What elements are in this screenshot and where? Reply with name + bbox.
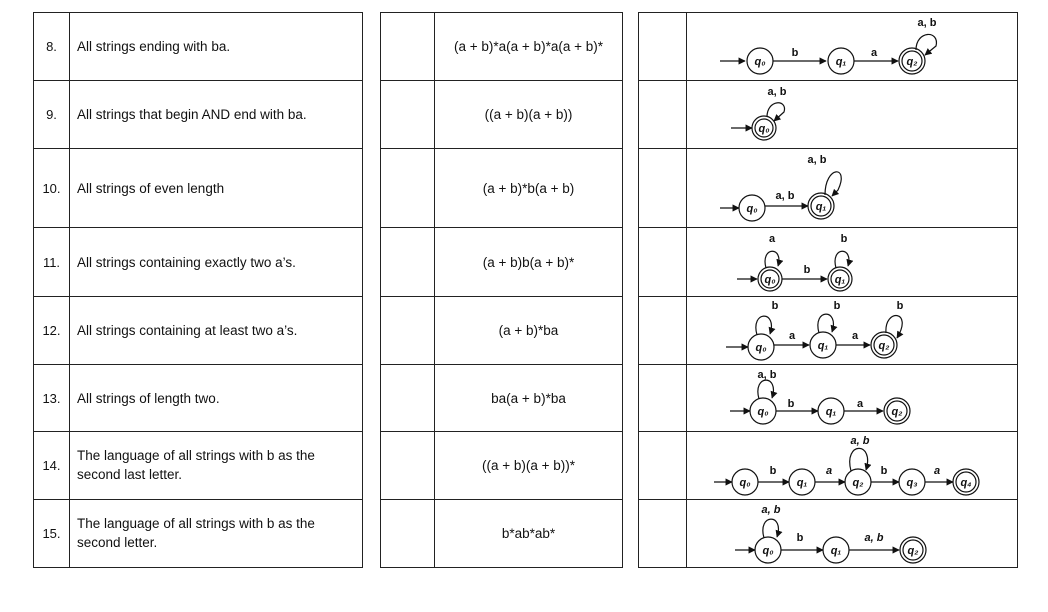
description-line: All strings containing at least two a’s. [77, 323, 298, 338]
transition-label: b [791, 47, 799, 59]
automaton-row-8 [720, 34, 936, 74]
automaton-row-12 [726, 314, 902, 360]
transition-label: a [870, 47, 878, 59]
regex-expression: (a + b)*b(a + b) [482, 180, 575, 196]
state-label: q₀ [762, 545, 774, 557]
state-label: q₁ [817, 340, 829, 352]
state-label: q₀ [755, 342, 767, 354]
description-line: second letter. [77, 535, 158, 550]
transition-label: b [803, 264, 811, 276]
row-number: 15. [34, 500, 70, 567]
transition-label: a [788, 330, 796, 342]
transition-label: a, b [864, 532, 884, 544]
state-label: q₁ [830, 545, 842, 557]
description-line: All strings that begin AND end with ba. [77, 107, 307, 122]
state-label: q₀ [746, 203, 758, 215]
state-label: q₄ [960, 477, 972, 489]
transition-label: b [840, 233, 848, 245]
transition-label: b [771, 300, 779, 312]
row-number: 9. [34, 81, 70, 148]
transition-label: a, b [767, 86, 787, 98]
transition-label: a [825, 465, 833, 477]
state-label: q₀ [757, 406, 769, 418]
regex-expression: (a + b)b(a + b)* [482, 254, 575, 270]
transition-label: b [880, 465, 888, 477]
transition-label: a [856, 398, 864, 410]
transition-label: a [933, 465, 941, 477]
state-label: q₀ [754, 56, 766, 68]
transition-label: a, b [850, 435, 870, 447]
state-label: q₀ [739, 477, 751, 489]
description-line: All strings of even length [77, 180, 225, 196]
transition-label: b [796, 532, 804, 544]
transition-label: a, b [775, 190, 795, 202]
state-label: q₃ [906, 477, 918, 489]
regex-expression: ba(a + b)*ba [491, 390, 566, 406]
description-line: second last letter. [77, 467, 183, 482]
transition-label: a, b [917, 17, 937, 29]
state-label: q₁ [834, 274, 846, 286]
row-number: 14. [34, 432, 70, 499]
description-line: All strings containing exactly two a’s. [77, 254, 296, 270]
state-label: q₂ [891, 406, 903, 418]
row-number: 10. [34, 149, 70, 227]
description-line: The language of all strings with b as the [77, 448, 315, 463]
regex-expression: (a + b)*a(a + b)*a(a + b)* [454, 39, 603, 54]
transition-label: a [851, 330, 859, 342]
state-label: q₁ [835, 56, 847, 68]
state-label: q₁ [796, 477, 808, 489]
row-number: 11. [34, 228, 70, 296]
regex-expression: (a + b)*ba [498, 323, 559, 338]
state-label: q₂ [878, 340, 890, 352]
state-label: q₂ [907, 545, 919, 557]
transition-label: b [896, 300, 904, 312]
description-line: All strings ending with ba. [77, 39, 231, 54]
transition-label: b [769, 465, 777, 477]
state-label: q₂ [906, 56, 918, 68]
transition-label: b [787, 398, 795, 410]
transition-label: a, b [757, 369, 777, 381]
description-line: The language of all strings with b as the [77, 516, 315, 531]
regex-expression: ((a + b)(a + b))* [481, 458, 576, 473]
regex-expression: b*ab*ab* [501, 526, 556, 541]
row-number: 8. [34, 13, 70, 80]
state-label: q₀ [764, 274, 776, 286]
transition-label: b [833, 300, 841, 312]
transition-label: a [768, 233, 776, 245]
row-number: 12. [34, 297, 70, 364]
transition-label: a, b [807, 154, 827, 166]
regex-expression: ((a + b)(a + b)) [484, 107, 573, 122]
state-label: q₁ [815, 201, 827, 213]
description-line: All strings of length two. [77, 390, 220, 406]
transition-label: a, b [761, 504, 781, 516]
state-label: q₂ [852, 477, 864, 489]
row-number: 13. [34, 365, 70, 431]
state-label: q₀ [758, 123, 770, 135]
state-label: q₁ [825, 406, 837, 418]
